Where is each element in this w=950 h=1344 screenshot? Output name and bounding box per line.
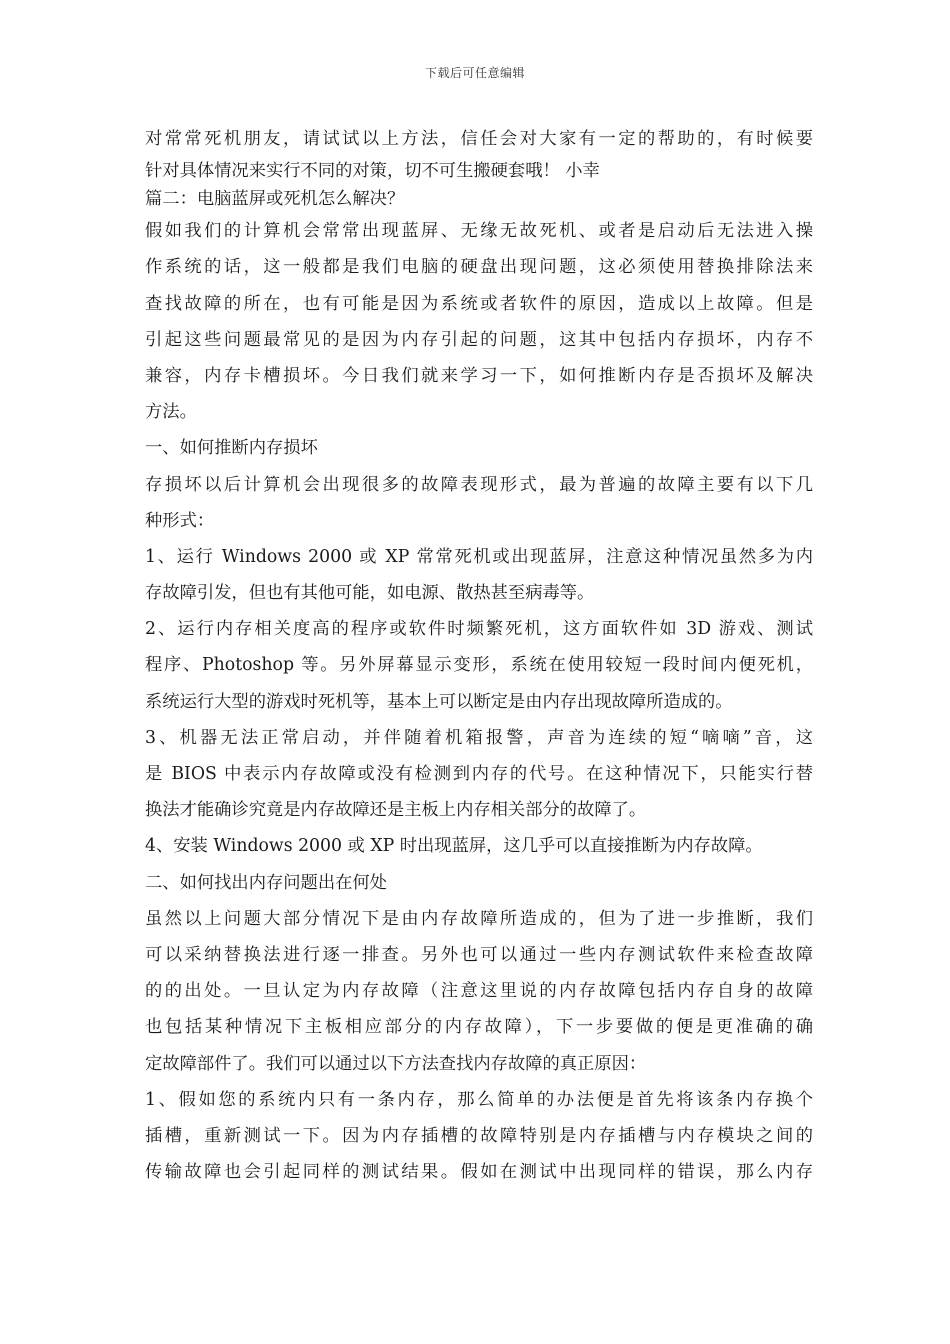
text-line: 程序、Photoshop 等。另外屏幕显示变形，系统在使用较短一段时间内便死机， (145, 655, 813, 676)
text-line: 针对具体情况来实行不同的对策，切不可生搬硬套哦！ 小幸 (145, 161, 600, 182)
text-line: 4、安装 Windows 2000 或 XP 时出现蓝屏，这几乎可以直接推断为内存故障。 (145, 836, 763, 857)
text-line: 换法才能确诊究竟是内存故障还是主板上内存相关部分的故障了。 (145, 800, 647, 821)
text-line: 假如我们的计算机会常常出现蓝屏、无缘无故死机、或者是启动后无法进入操 (145, 221, 813, 242)
text-line: 虽然以上问题大部分情况下是由内存故障所造成的，但为了进一步推断，我们 (145, 908, 813, 929)
text-line: 插槽，重新测试一下。因为内存插槽的故障特别是内存插槽与内存模块之间的 (145, 1125, 813, 1146)
text-line: 定故障部件了。我们可以通过以下方法查找内存故障的真正原因： (145, 1053, 647, 1074)
text-line: 3、机器无法正常启动，并伴随着机箱报警，声音为连续的短“嘀嘀”音，这 (145, 727, 813, 748)
text-line: 存故障引发，但也有其他可能，如电源、散热甚至病毒等。 (145, 583, 595, 604)
text-line: 对常常死机朋友，请试试以上方法，信任会对大家有一定的帮助的，有时候要 (145, 129, 813, 149)
page-header: 下载后可任意编辑 (424, 66, 525, 80)
text-line: 存损坏以后计算机会出现很多的故障表现形式，最为普遍的故障主要有以下几 (145, 474, 813, 495)
text-line: 引起这些问题最常见的是因为内存引起的问题，这其中包括内存损坏，内存不 (145, 329, 813, 350)
document-body (145, 121, 813, 1190)
text-line: 一、如何推断内存损坏 (145, 438, 318, 459)
text-line: 兼容，内存卡槽损坏。今日我们就来学习一下，如何推断内存是否损坏及解决 (145, 365, 813, 386)
text-line: 1、假如您的系统内只有一条内存，那么简单的办法便是首先将该条内存换个 (145, 1089, 813, 1110)
text-line: 种形式： (145, 510, 215, 531)
text-line: 的的出处。一旦认定为内存故障（注意这里说的内存故障包括内存自身的故障 (145, 981, 813, 1002)
text-line: 可以采纳替换法进行逐一排查。另外也可以通过一些内存测试软件来检查故障 (145, 944, 813, 965)
text-line: 二、如何找出内存问题出在何处 (145, 872, 387, 893)
text-line: 2、运行内存相关度高的程序或软件时频繁死机，这方面软件如 3D 游戏、测试 (145, 619, 813, 640)
text-line: 作系统的话，这一般都是我们电脑的硬盘出现问题，这必须使用替换排除法来 (145, 257, 813, 278)
text-line: 是 BIOS 中表示内存故障或没有检测到内存的代号。在这种情况下，只能实行替 (145, 764, 813, 784)
text-line: 系统运行大型的游戏时死机等，基本上可以断定是由内存出现故障所造成的。 (145, 691, 733, 712)
text-line: 方法。 (145, 402, 197, 423)
text-line: 也包括某种情况下主板相应部分的内存故障），下一步要做的便是更准确的确 (145, 1017, 813, 1038)
text-line: 1、运行 Windows 2000 或 XP 常常死机或出现蓝屏，注意这种情况虽然多为内 (145, 546, 813, 567)
text-line: 查找故障的所在，也有可能是因为系统或者软件的原因，造成以上故障。但是 (145, 293, 813, 314)
text-line: 传输故障也会引起同样的测试结果。假如在测试中出现同样的错误，那么内存 (145, 1162, 813, 1183)
text-line: 篇二：电脑蓝屏或死机怎么解决？ (145, 189, 405, 210)
